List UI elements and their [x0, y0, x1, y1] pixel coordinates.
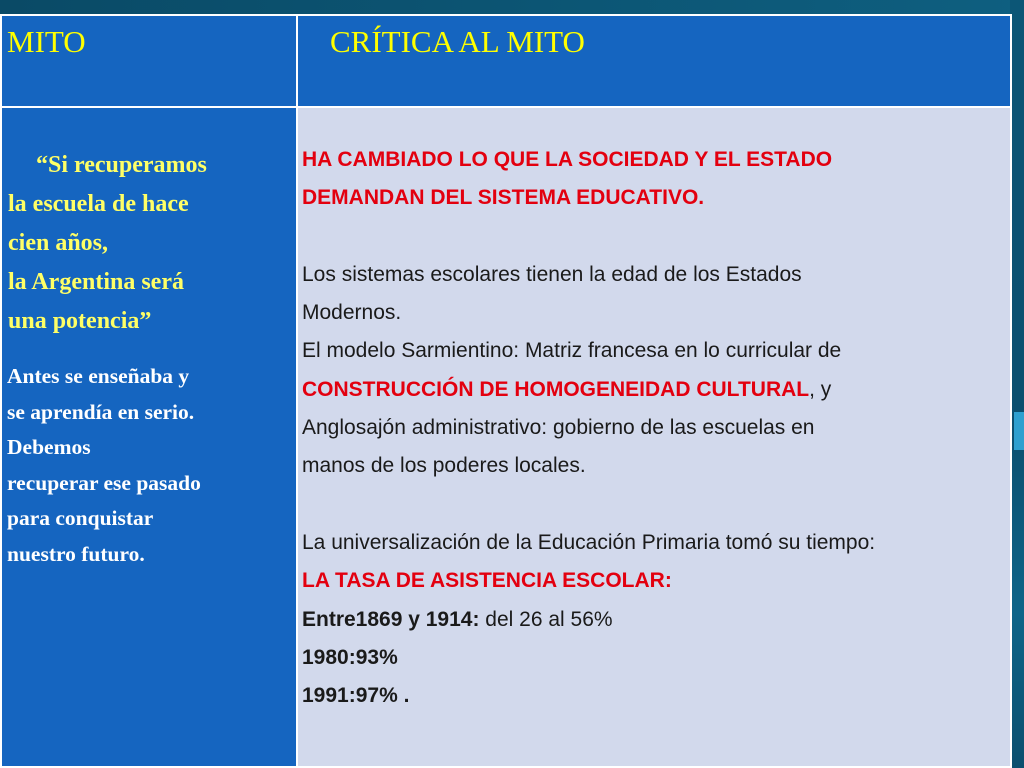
header-row — [1, 15, 1011, 107]
homogeneity-suffix: , y — [809, 377, 832, 401]
right-accent-bar — [1014, 412, 1024, 450]
anglo-line-2: manos de los poderes locales. — [302, 454, 586, 478]
note-line: Antes se enseñaba y — [7, 364, 190, 388]
slide-top-band — [0, 0, 1024, 14]
quote-line: “Si recuperamos — [36, 152, 207, 178]
content-row — [1, 107, 1011, 767]
demand-line-1: HA CAMBIADO LO QUE LA SOCIEDAD Y EL ESTADO — [302, 148, 833, 171]
demand-line-2: DEMANDAN DEL SISTEMA EDUCATIVO. — [302, 186, 705, 210]
homogeneity-line — [302, 371, 1006, 409]
note-line: para conquistar — [7, 506, 154, 530]
systems-line-1: Los sistemas escolares tienen la edad de los Estados — [302, 262, 802, 286]
systems-line-2: Modernos. — [302, 301, 402, 325]
critica-text — [298, 108, 1010, 715]
stat-3: 1991:97% . — [302, 684, 410, 708]
quote-line: una potencia” — [8, 308, 152, 334]
model-line: El modelo Sarmientino: Matriz francesa en lo curricular de — [302, 339, 842, 363]
header-cell-mito — [1, 15, 297, 107]
slide-right-band — [1010, 0, 1024, 768]
homogeneity-text: CONSTRUCCIÓN DE HOMOGENEIDAD CULTURAL — [302, 377, 810, 401]
stat-1-label: Entre1869 y 1914: — [302, 607, 480, 631]
stat-1-value: del 26 al 56% — [479, 607, 613, 631]
note-line: recuperar ese pasado — [7, 470, 201, 495]
mito-note — [2, 341, 296, 572]
rate-title: LA TASA DE ASISTENCIA ESCOLAR: — [302, 569, 672, 593]
quote-line: cien años, — [8, 230, 109, 256]
header-mito: MITO — [7, 24, 86, 59]
anglo-line-1: Anglosajón administrativo: gobierno de las escuelas en — [302, 416, 815, 440]
stat-2: 1980:93% — [302, 645, 398, 669]
universal-line: La universalización de la Educación Primaria tomó su tiempo: — [302, 530, 876, 554]
note-line: Debemos — [7, 435, 91, 459]
blank-line — [302, 486, 1006, 524]
quote-line: la Argentina será — [8, 269, 184, 295]
mito-quote — [2, 108, 296, 341]
quote-line: la escuela de hace — [8, 191, 189, 217]
comparison-table — [0, 14, 1012, 768]
note-line: nuestro futuro. — [7, 541, 145, 566]
stat-1 — [302, 601, 1006, 639]
critica-cell — [297, 107, 1011, 767]
header-cell-critica — [297, 15, 1011, 107]
blank-line — [302, 218, 1006, 256]
note-line: se aprendía en serio. — [7, 399, 195, 424]
mito-cell — [1, 107, 297, 767]
header-critica: CRÍTICA AL MITO — [330, 24, 585, 59]
